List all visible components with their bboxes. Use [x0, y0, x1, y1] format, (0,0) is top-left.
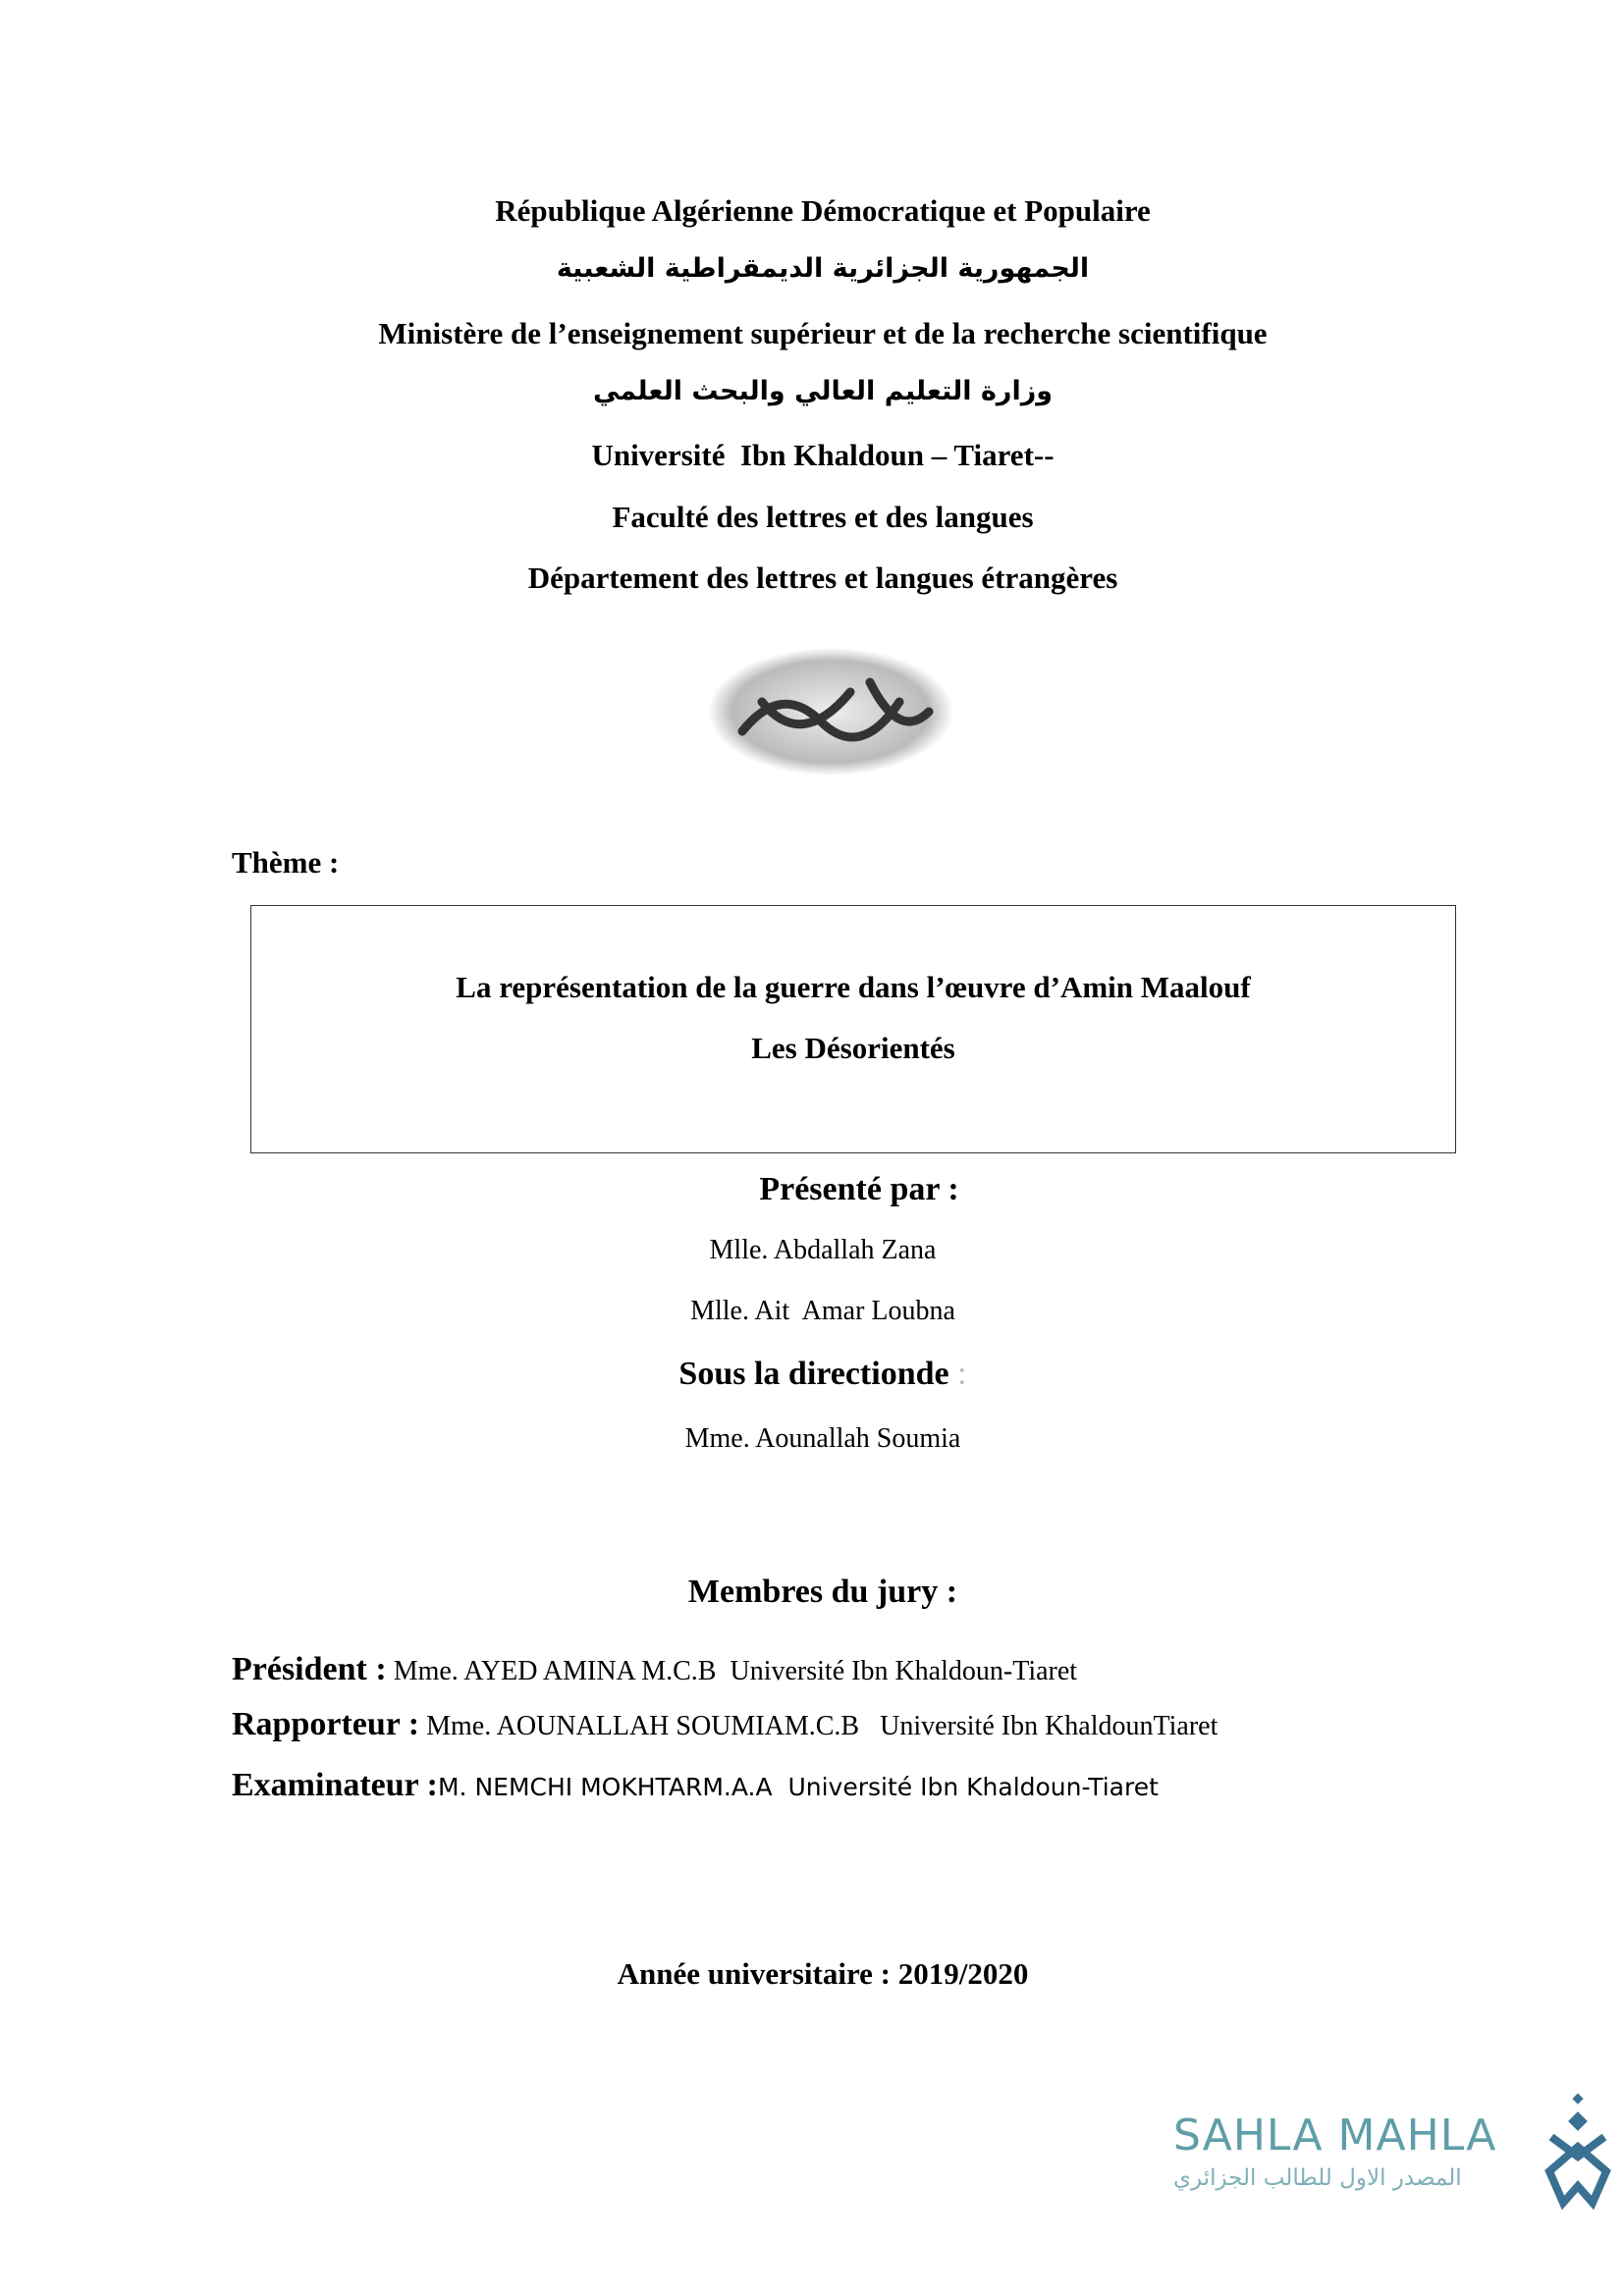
republic-ar: الجمهورية الجزائرية الديمقراطية الشعبية	[556, 253, 1090, 284]
student-2: Mlle. Ait Amar Loubna	[690, 1296, 955, 1326]
presented-label: Présenté par :	[759, 1171, 959, 1207]
supervisor: Mme. Aounallah Soumia	[684, 1423, 961, 1454]
supervision-heading	[0, 1356, 1624, 1393]
watermark-emblem-icon	[1542, 2093, 1615, 2211]
republic-fr: République Algérienne Démocratique et Populaire	[495, 193, 1151, 228]
ministry-ar: وزارة التعليم العالي والبحث العلمي	[592, 376, 1054, 406]
academic-year: Année universitaire : 2019/2020	[617, 1956, 1029, 1991]
jury-details: Mme. AYED AMINA M.C.B Université Ibn Khaldoun-Tiaret	[393, 1656, 1078, 1686]
theme-label: Thème :	[232, 845, 340, 880]
jury-label: Membres du jury :	[687, 1574, 958, 1610]
watermark-brand: SAHLA MAHLA	[1173, 2110, 1497, 2161]
jury-role: Examinateur :	[232, 1767, 438, 1803]
theme-title: La représentation de la guerre dans l’œuvre d’Amin Maalouf	[456, 970, 1251, 1004]
sahla-mahla-watermark	[1173, 2110, 1615, 2228]
theme-box	[250, 905, 1456, 1153]
department: Département des lettres et langues étrangères	[527, 561, 1118, 595]
ministry-fr: Ministère de l’enseignement supérieur et de la recherche scientifique	[378, 316, 1268, 350]
university: Université Ibn Khaldoun – Tiaret--	[591, 438, 1055, 472]
jury-rapporteur	[232, 1706, 1218, 1743]
watermark-tagline: المصدر الاول للطالب الجزائري	[1173, 2165, 1462, 2191]
faculty: Faculté des lettres et des langues	[612, 500, 1034, 534]
supervision-label: Sous la directionde	[678, 1356, 949, 1392]
student-1: Mlle. Abdallah Zana	[709, 1235, 937, 1265]
university-logo	[703, 643, 958, 780]
supervision-colon: :	[957, 1356, 967, 1392]
jury-details: Mme. AOUNALLAH SOUMIAM.C.B Université Ibn KhaldounTiaret	[426, 1711, 1218, 1741]
jury-examinateur	[232, 1767, 1159, 1804]
jury-president	[232, 1651, 1077, 1688]
theme-subtitle: Les Désorientés	[751, 1031, 955, 1065]
jury-role: Rapporteur :	[232, 1706, 420, 1742]
jury-role: Président :	[232, 1651, 387, 1687]
jury-details: M. NEMCHI MOKHTARM.A.A Université Ibn Khaldoun-Tiaret	[437, 1773, 1159, 1801]
